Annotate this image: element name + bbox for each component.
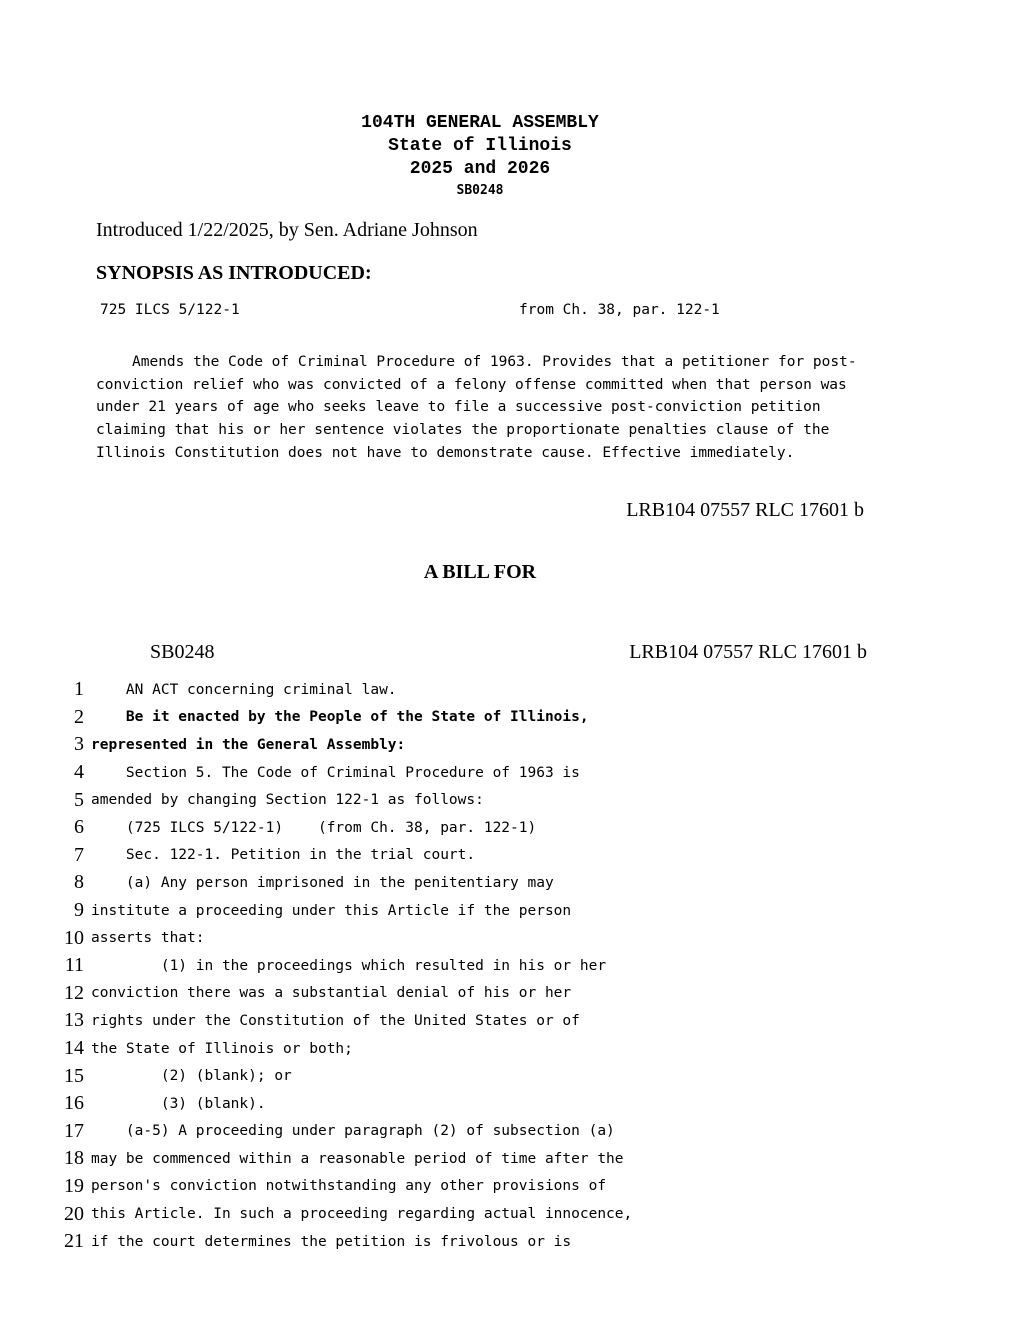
page-header-lrb: LRB104 07557 RLC 17601 b <box>629 641 867 663</box>
bill-line <box>58 704 758 732</box>
line-text: amended by changing Section 122-1 as follows: <box>91 792 484 809</box>
bill-line <box>58 1145 758 1173</box>
bill-line <box>58 1035 758 1063</box>
bill-line <box>58 676 758 704</box>
bill-line <box>58 814 758 842</box>
line-text: asserts that: <box>91 930 205 947</box>
bill-line <box>58 1007 758 1035</box>
bill-line <box>58 1090 758 1118</box>
bill-line <box>58 980 758 1008</box>
line-number: 3 <box>74 733 84 756</box>
line-number: 16 <box>64 1092 84 1115</box>
line-text: Sec. 122-1. Petition in the trial court. <box>91 847 476 864</box>
bill-line <box>58 759 758 787</box>
line-text: this Article. In such a proceeding regarding actual innocence, <box>91 1206 633 1223</box>
line-number: 10 <box>64 926 84 949</box>
line-number: 6 <box>74 816 84 839</box>
bill-text-lines <box>58 676 758 1255</box>
line-text: (3) (blank). <box>91 1095 266 1112</box>
line-number: 9 <box>74 899 84 922</box>
line-text: represented in the General Assembly: <box>91 736 406 753</box>
line-text: (725 ILCS 5/122-1) (from Ch. 38, par. 122-1) <box>91 819 537 836</box>
bill-line <box>58 1118 758 1146</box>
line-number: 15 <box>64 1064 84 1087</box>
line-number: 17 <box>64 1119 84 1142</box>
line-number: 18 <box>64 1147 84 1170</box>
statute-from: from Ch. 38, par. 122-1 <box>519 302 720 318</box>
bill-line <box>58 1200 758 1228</box>
line-number: 20 <box>64 1202 84 1225</box>
session-years: 2025 and 2026 <box>409 159 551 179</box>
line-text: (a-5) A proceeding under paragraph (2) of subsection (a) <box>91 1123 615 1140</box>
bill-line <box>58 1173 758 1201</box>
bill-line <box>58 897 758 925</box>
synopsis-paragraph: Amends the Code of Criminal Procedure of 1963. Provides that a petitioner for post-conviction relief who was convicted of a felony offense committed when that person was under 21 years of age who seeks leave to file a successive post-conviction petition claiming that his or her sentence violates the proportionate penalties clause of the Illinois Constitution does not have to demonstrate cause. Effective immediately. <box>96 354 857 461</box>
line-number: 4 <box>74 761 84 784</box>
synopsis-text <box>96 351 876 465</box>
line-text: the State of Illinois or both; <box>91 1040 353 1057</box>
assembly-title: 104TH GENERAL ASSEMBLY <box>361 113 599 133</box>
line-text: (a) Any person imprisoned in the penitentiary may <box>91 874 554 891</box>
bill-line <box>58 842 758 870</box>
statute-citation: 725 ILCS 5/122-1 <box>100 302 240 318</box>
line-text: Section 5. The Code of Criminal Procedure of 1963 is <box>91 764 580 781</box>
line-number: 11 <box>64 954 84 977</box>
line-text: Be it enacted by the People of the State of Illinois, <box>91 709 589 726</box>
page-header-bill: SB0248 <box>150 641 215 663</box>
line-number: 5 <box>74 788 84 811</box>
line-number: 2 <box>74 705 84 728</box>
bill-line <box>58 731 758 759</box>
bill-line <box>58 1228 758 1256</box>
line-number: 1 <box>74 678 84 701</box>
bill-number: SB0248 <box>456 183 504 198</box>
line-number: 13 <box>64 1009 84 1032</box>
state-title: State of Illinois <box>388 136 572 156</box>
lrb-number: LRB104 07557 RLC 17601 b <box>626 499 864 521</box>
line-text: conviction there was a substantial denial of his or her <box>91 985 572 1002</box>
line-number: 14 <box>64 1037 84 1060</box>
bill-line <box>58 1062 758 1090</box>
line-text: AN ACT concerning criminal law. <box>91 681 397 698</box>
line-number: 8 <box>74 871 84 894</box>
line-text: institute a proceeding under this Article if the person <box>91 902 572 919</box>
line-text: (1) in the proceedings which resulted in his or her <box>91 957 607 974</box>
line-text: rights under the Constitution of the United States or of <box>91 1012 580 1029</box>
line-text: may be commenced within a reasonable period of time after the <box>91 1150 624 1167</box>
synopsis-title: SYNOPSIS AS INTRODUCED: <box>96 262 372 284</box>
line-text: (2) (blank); or <box>91 1068 292 1085</box>
line-text: person's conviction notwithstanding any other provisions of <box>91 1178 607 1195</box>
line-number: 21 <box>64 1230 84 1253</box>
line-number: 12 <box>64 981 84 1004</box>
bill-line <box>58 924 758 952</box>
line-number: 7 <box>74 843 84 866</box>
introduced-line: Introduced 1/22/2025, by Sen. Adriane Johnson <box>96 219 478 241</box>
line-text: if the court determines the petition is frivolous or is <box>91 1233 572 1250</box>
bill-line <box>58 952 758 980</box>
line-number: 19 <box>64 1174 84 1197</box>
bill-line <box>58 786 758 814</box>
bill-line <box>58 869 758 897</box>
bill-for-heading: A BILL FOR <box>423 561 537 583</box>
